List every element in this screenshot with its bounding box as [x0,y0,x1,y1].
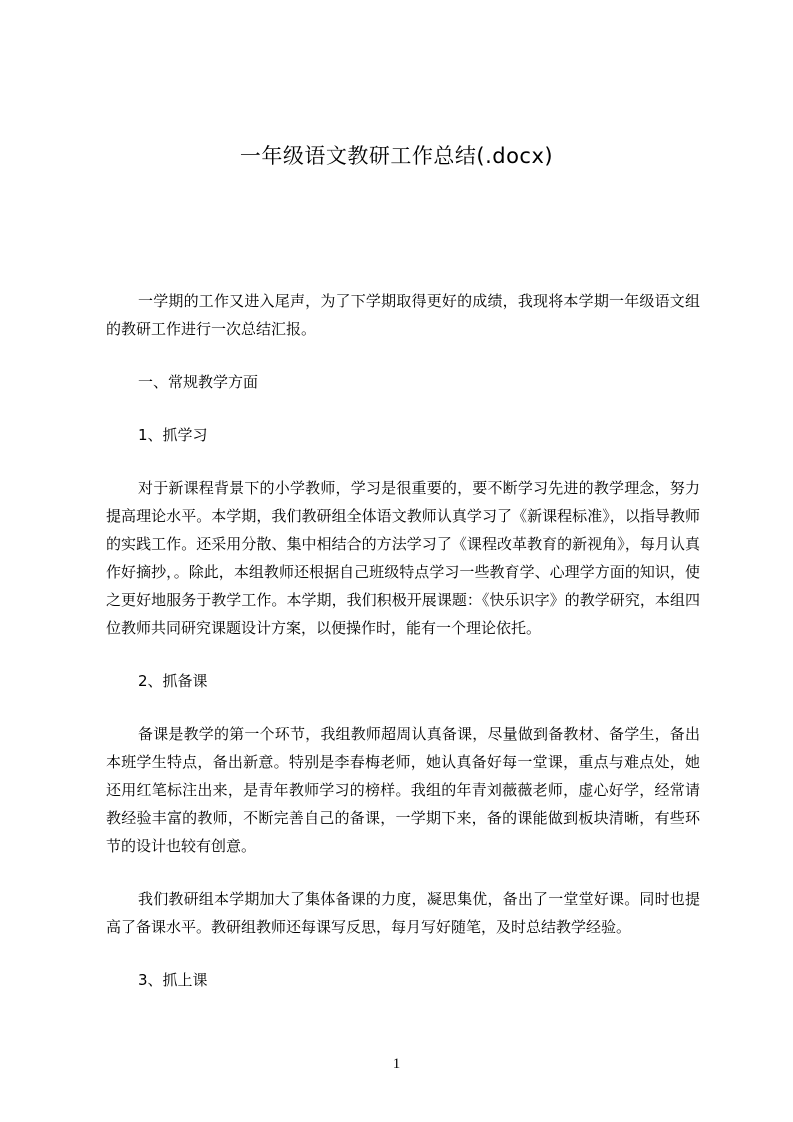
body-paragraph: 备课是教学的第一个环节，我组教师超周认真备课，尽量做到备教材、备学生，备出本班学生特点，备出新意。特别是李春梅老师，她认真备好每一堂课，重点与难点处，她还用红笔标注出来，是青年教师学习的榜样。我组的年青刘薇薇老师，虚心好学，经常请教经验丰富的教师，不断完善自己的备课，一学期下来，备的课能做到板块清晰，有些环节的设计也较有创意。 [106,725,700,855]
document-body [106,287,700,1019]
document-title: 一年级语文教研工作总结(.docx) [239,144,554,168]
body-paragraph: 对于新课程背景下的小学教师，学习是很重要的，要不断学习先进的教学理念，努力提高理论水平。本学期，我们教研组全体语文教师认真学习了《新课程标准》，以指导教师的实践工作。还采用分散、集中相结合的方法学习了《课程改革教育的新视角》，每月认真作好摘抄，。除此，本组教师还根据自己班级特点学习一些教育学、心理学方面的知识，使之更好地服务于教学工作。本学期，我们积极开展课题：《快乐识字》的教学研究，本组四位教师共同研究课题设计方案，以便操作时，能有一个理论依托。 [106,479,700,637]
subsection-heading: 1、抓学习 [138,426,208,444]
subsection-heading: 2、抓备课 [138,672,208,690]
intro-paragraph: 一学期的工作又进入尾声，为了下学期取得更好的成绩，我现将本学期一年级语文组的教研工作进行一次总结汇报。 [106,292,700,338]
section-heading: 一、常规教学方面 [138,373,259,391]
subsection-heading: 3、抓上课 [138,971,208,989]
body-paragraph: 我们教研组本学期加大了集体备课的力度，凝思集优，备出了一堂堂好课。同时也提高了备课水平。教研组教师还每课写反思，每月写好随笔，及时总结教学经验。 [106,890,700,936]
page-number: 1 [392,1056,401,1072]
